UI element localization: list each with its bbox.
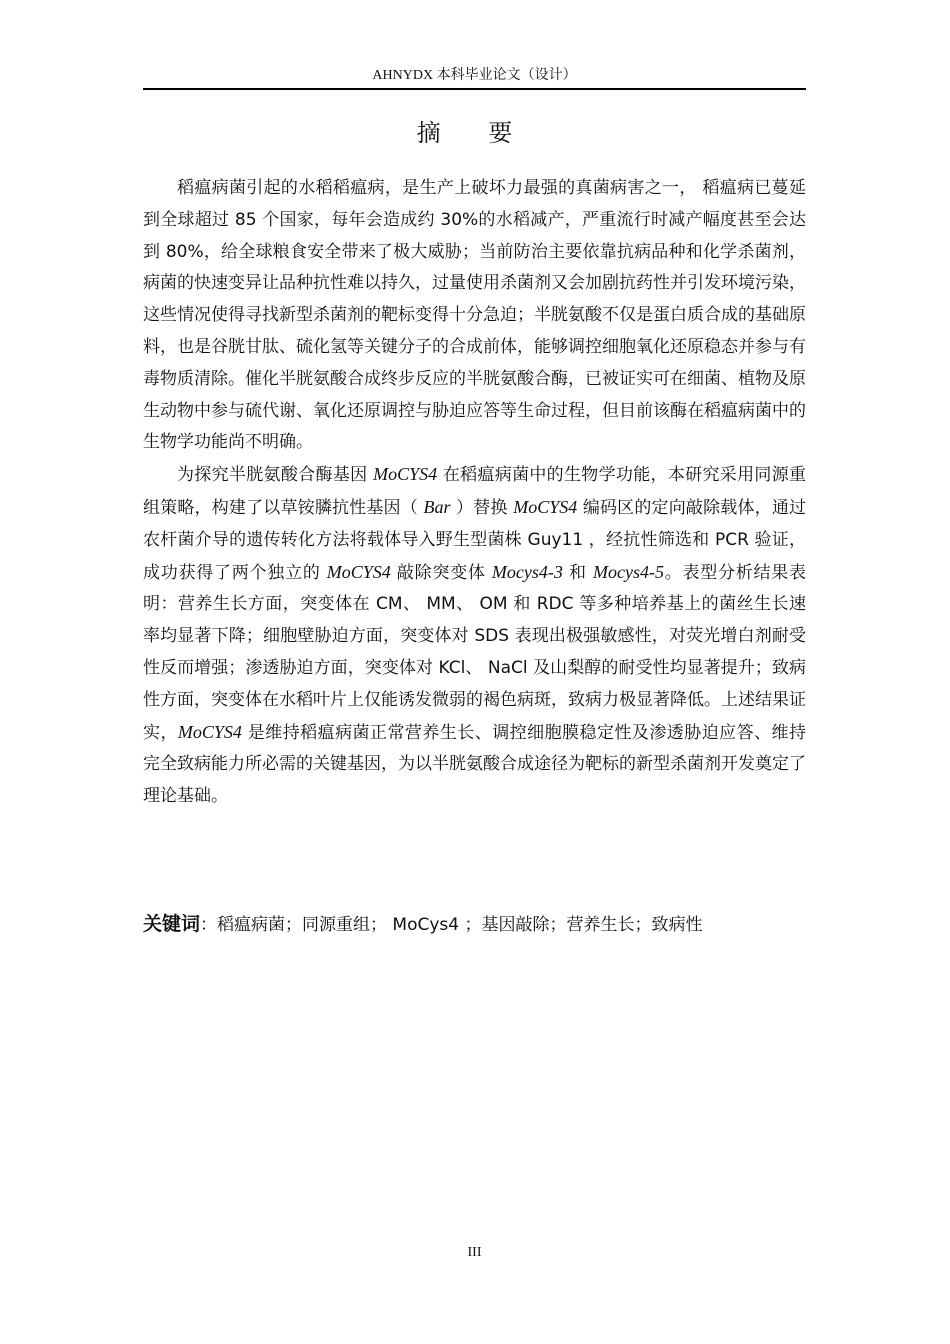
keywords-line	[143, 908, 806, 941]
keywords-colon: ：	[200, 915, 218, 935]
text-span: 是维持稻瘟病菌正常营养生长、调控细胞膜稳定性及渗透胁迫应答、维持完全致病能力所必需的关键基因，为以半胱氨酸合成途径为靶标的新型杀菌剂开发奠定了理论基础。	[143, 722, 807, 807]
gene-name: MoCYS4	[373, 464, 438, 485]
text-span: 和	[562, 562, 593, 583]
text-span: 编码区的定向敲除载体，通过农杆菌介导的遗传转化方法将载体导入野生型菌株 Guy11 ，经抗性筛选和 PCR 验证，成功获得了两个独立的	[143, 497, 807, 583]
header-rule	[143, 88, 806, 90]
gene-name: Bar	[423, 496, 451, 517]
text-span: 敲除突变体	[390, 562, 492, 583]
running-header: AHNYDX 本科毕业论文（设计）	[372, 68, 577, 83]
gene-name: MoCYS4	[513, 496, 578, 517]
text-span: 在稻瘟病菌中的生物学功能，本研究采用同源重组策略，构建了以草铵膦抗性基因（	[143, 465, 807, 518]
gene-name: MoCYS4	[177, 721, 242, 742]
page-number: III	[467, 1245, 482, 1260]
mutant-name: Mocys4-5	[592, 561, 664, 582]
abstract-paragraph-1: 稻瘟病菌引起的水稻稻瘟病，是生产上破坏力最强的真菌病害之一， 稻瘟病已蔓延到全球超过 85 个国家，每年会造成约 30%的水稻减产，严重流行时减产幅度甚至会达到 80%，给全球粮食安全带来了极大威胁；当前防治主要依靠抗病品种和化学杀菌剂，病菌的快速变异让品种抗性难以持久，过量使用杀菌剂又会加剧抗药性并引发环境污染，这些情况使得寻找新型杀菌剂的靶标变得十分急迫；半胱氨酸不仅是蛋白质合成的基础原料，也是谷胱甘肽、硫化氢等关键分子的合成前体，能够调控细胞氧化还原稳态并参与有毒物质清除。催化半胱氨酸合成终步反应的半胱氨酸合酶，已被证实可在细菌、植物及原生动物中参与硫代谢、氧化还原调控与胁迫应答等生命过程，但目前该酶在稻瘟病菌中的生物学功能尚不明确。	[143, 178, 806, 453]
gene-name: MoCYS4	[326, 561, 391, 582]
abstract-title: 摘 要	[416, 119, 533, 147]
text-span: ）替换	[450, 497, 514, 518]
text-span: 。表型分析结果表明：营养生长方面，突变体在 CM、 MM、 OM 和 RDC 等多种培养基上的菌丝生长速率均显著下降；细胞壁胁迫方面，突变体对 SDS 表现出极强敏感性，对荧光增白剂耐受性反而增强；渗透胁迫方面，突变体对 KCl、 NaCl 及山梨醇的耐受性均显著提升；致病性方面，突变体在水稻叶片上仅能诱发微弱的褐色病斑，致病力极显著降低。上述结果证实，	[143, 562, 807, 743]
keywords-value: 稻瘟病菌；同源重组； MoCys4 ；基因敲除；营养生长；致病性	[217, 915, 703, 935]
abstract-paragraph-2	[143, 459, 806, 813]
abstract-body	[143, 173, 806, 813]
mutant-name: Mocys4-3	[491, 561, 563, 582]
text-span: 为探究半胱氨酸合酶基因	[177, 465, 374, 486]
keywords-label: 关键词	[143, 913, 201, 935]
